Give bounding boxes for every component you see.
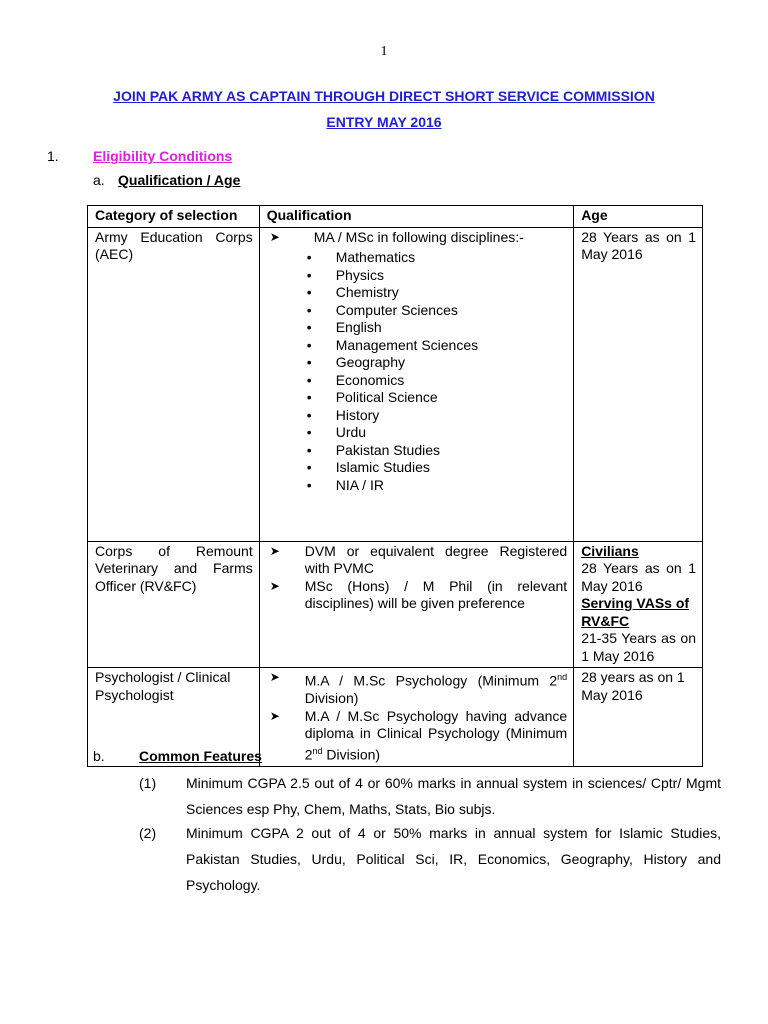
arrow-bullet-icon: ➤ [269,578,280,593]
discipline-list [267,249,567,494]
header-category: Category of selection [88,206,260,228]
list-item: • Pakistan Studies [307,442,567,460]
age-cell: Civilians 28 Years as on 1 May 2016 Serving VASs of RV&FC 21-35 Years as on 1 May 2016 [574,541,703,668]
feature-text: Minimum CGPA 2 out of 4 or 50% marks in annual system for Islamic Studies, Pakistan Studies, Urdu, Political Sci, IR, Economics, Geography, History and Psychology. [186,825,721,893]
list-item: • Chemistry [307,284,567,302]
list-item: • NIA / IR [307,477,567,495]
subsection-letter: a. [93,172,105,188]
eligibility-table [87,205,703,767]
list-item: • English [307,319,567,337]
feature-number: (1) [139,775,157,791]
arrow-bullet-icon: ➤ [269,708,280,723]
list-item: • Urdu [307,424,567,442]
list-item: • Geography [307,354,567,372]
page-number: 1 [380,44,388,59]
arrow-bullet-icon: ➤ [269,543,280,558]
feature-number: (2) [139,825,157,841]
list-item: • Physics [307,267,567,285]
table-row [88,227,703,541]
arrow-bullet-icon: ➤ [269,229,280,244]
section-number: 1. [47,148,59,164]
list-item: • Economics [307,372,567,390]
category-cell: Army Education Corps (AEC) [88,227,260,541]
list-item: • Computer Sciences [307,302,567,320]
list-item: • Management Sciences [307,337,567,355]
section-title: Eligibility Conditions [93,148,233,164]
table-row [88,541,703,668]
category-cell: Corps of Remount Veterinary and Farms Officer (RV&FC) [88,541,260,668]
list-item: • Mathematics [307,249,567,267]
subsection-letter: b. [93,748,105,764]
table-header-row [88,206,703,228]
age-cell: 28 years as on 1 May 2016 [574,668,703,767]
feature-text: Minimum CGPA 2.5 out of 4 or 60% marks in annual system in sciences/ Cptr/ Mgmt Sciences esp Phy, Chem, Maths, Stats, Bio subjs. [186,775,721,817]
list-item: • History [307,407,567,425]
age-serving-label: Serving VASs of RV&FC [581,595,690,629]
feature-paragraph [139,820,721,898]
header-qualification: Qualification [259,206,573,228]
age-civilians-label: Civilians [581,542,639,559]
feature-paragraph [139,770,721,822]
category-cell: Psychologist / Clinical Psychologist [88,668,260,767]
header-age: Age [574,206,703,228]
subsection-title: Qualification / Age [118,172,241,188]
arrow-bullet-icon: ➤ [269,670,280,684]
qualification-cell: ➤ MA / MSc in following disciplines:- • Mathematics • Physics • Chemistry • Computer Sciences • English • Management Sciences • Geography • Economics • Political Science • History • Urdu • Pakistan Studies • Islamic Studies • NIA / IR [259,227,573,541]
list-item: • Islamic Studies [307,459,567,477]
document-subtitle: ENTRY MAY 2016 [326,114,442,130]
list-item: • Political Science [307,389,567,407]
qualification-cell: ➤ M.A / M.Sc Psychology (Minimum 2nd Division) ➤ M.A / M.Sc Psychology having advance diploma in Clinical Psychology (Minimum 2nd Division) [259,668,573,767]
qualification-cell: ➤ DVM or equivalent degree Registered with PVMC ➤ MSc (Hons) / M Phil (in relevant disciplines) will be given preference [259,541,573,668]
document-title: JOIN PAK ARMY AS CAPTAIN THROUGH DIRECT SHORT SERVICE COMMISSION [113,88,655,104]
subsection-title: Common Features [139,748,262,764]
age-cell: 28 Years as on 1 May 2016 [574,227,703,541]
